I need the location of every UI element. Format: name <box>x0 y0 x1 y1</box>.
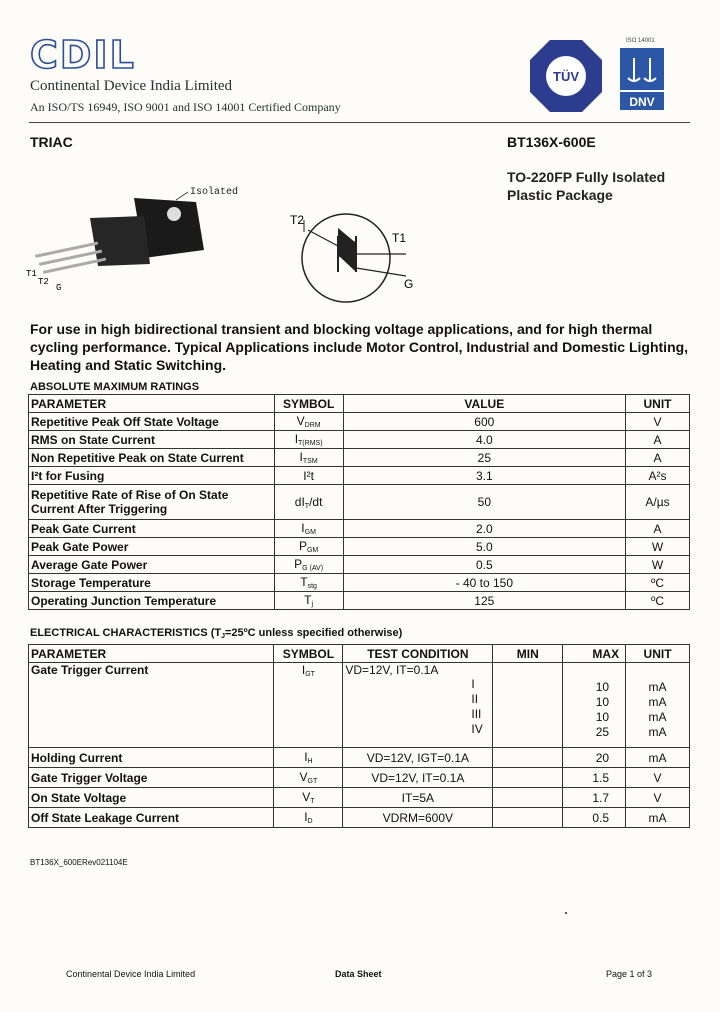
param-name: Average Gate Power <box>29 556 275 574</box>
value: 600 <box>343 413 625 431</box>
spacer <box>565 663 619 680</box>
min <box>493 768 563 788</box>
symbol <box>274 808 343 828</box>
test-condition: VD=12V, IT=0.1A <box>343 768 493 788</box>
symbol <box>274 538 343 556</box>
symbol-sub: GT <box>307 778 318 785</box>
document-code: BT136X_600ERev021104E <box>30 858 128 867</box>
header-divider <box>29 122 690 123</box>
param-name: Repetitive Peak Off State Voltage <box>29 413 275 431</box>
quadrant-label: II <box>471 692 479 706</box>
unit <box>626 663 690 748</box>
device-type: TRIAC <box>30 134 73 150</box>
param-name: On State Voltage <box>29 788 274 808</box>
symbol-sub: T(RMS) <box>298 440 323 447</box>
quadrant-label: III <box>471 707 482 721</box>
max: 0.5 <box>563 808 626 828</box>
col-symbol: SYMBOL <box>274 645 343 663</box>
unit: W <box>626 538 690 556</box>
max: 1.5 <box>563 768 626 788</box>
abs-max-row <box>29 538 690 556</box>
unit-value: mA <box>648 680 667 694</box>
param-name: Peak Gate Power <box>29 538 275 556</box>
param-name: Off State Leakage Current <box>29 808 274 828</box>
symbol-main: dI <box>294 494 305 509</box>
col-parameter: PARAMETER <box>29 395 275 413</box>
symbol-main: I <box>301 663 306 677</box>
symbol-main: T <box>304 593 312 607</box>
unit: mA <box>626 808 690 828</box>
symbol-sub: G (AV) <box>302 565 324 572</box>
unit: A <box>626 431 690 449</box>
unit: V <box>626 413 690 431</box>
symbol-main: I <box>304 750 308 764</box>
unit: A²s <box>626 467 690 485</box>
symbol-sub: D <box>307 818 313 825</box>
elec-row <box>29 788 690 808</box>
param-name: Operating Junction Temperature <box>29 592 275 610</box>
test-condition <box>343 663 493 748</box>
max-value: 25 <box>595 725 610 739</box>
condition-text: VD=12V, IT=0.1A <box>345 663 439 677</box>
abs-max-row <box>29 413 690 431</box>
value: - 40 to 150 <box>343 574 625 592</box>
value: 2.0 <box>343 520 625 538</box>
svg-text:T1: T1 <box>26 269 37 279</box>
symbol-sub: DRM <box>304 422 321 429</box>
abs-max-title: ABSOLUTE MAXIMUM RATINGS <box>30 381 200 393</box>
company-tagline: An ISO/TS 16949, ISO 9001 and ISO 14001 Certified Company <box>30 100 341 114</box>
svg-text:G: G <box>404 277 414 291</box>
symbol-sub: GM <box>304 529 316 536</box>
unit: W <box>626 556 690 574</box>
dnv-certification-mark <box>618 38 666 114</box>
unit-value: mA <box>648 710 667 724</box>
elec-title: ELECTRICAL CHARACTERISTICS ($T_J=25ºC$ unless specified otherwise) <box>30 627 403 640</box>
abs-max-header-row <box>29 395 690 413</box>
elec-row-gate-trigger <box>29 663 690 748</box>
part-number: BT136X-600E <box>507 134 596 150</box>
param-name: Holding Current <box>29 748 274 768</box>
symbol-main: I <box>304 810 308 824</box>
max-value: 10 <box>595 680 610 694</box>
symbol-sub: stg <box>307 583 317 590</box>
symbol-main: P <box>298 539 307 553</box>
symbol <box>274 663 343 748</box>
elec-table <box>28 644 690 828</box>
col-parameter: PARAMETER <box>29 645 274 663</box>
speck <box>565 912 567 914</box>
abs-max-row <box>29 556 690 574</box>
elec-header-row <box>29 645 690 663</box>
svg-text:TÜV: TÜV <box>553 69 579 84</box>
col-min: MIN <box>493 645 563 663</box>
svg-text:T2: T2 <box>38 277 49 287</box>
col-test-condition: TEST CONDITION <box>343 645 493 663</box>
value: 5.0 <box>343 538 625 556</box>
test-condition: VD=12V, IGT=0.1A <box>343 748 493 768</box>
symbol <box>274 449 343 467</box>
svg-text:G: G <box>56 283 62 293</box>
elec-row <box>29 768 690 788</box>
elec-row <box>29 748 690 768</box>
symbol-sub: GM <box>306 547 319 554</box>
symbol <box>274 485 343 520</box>
symbol <box>274 431 343 449</box>
unit: A <box>626 449 690 467</box>
unit-value: mA <box>648 695 667 709</box>
abs-max-row <box>29 520 690 538</box>
param-name: Non Repetitive Peak on State Current <box>29 449 275 467</box>
param-name: Gate Trigger Voltage <box>29 768 274 788</box>
spacer <box>628 663 687 680</box>
param-name: RMS on State Current <box>29 431 275 449</box>
param-name: I²t for Fusing <box>29 467 275 485</box>
svg-text:CDIL: CDIL <box>30 36 136 74</box>
symbol-main: T <box>300 575 308 589</box>
dnv-iso-label: ISO 14001 <box>626 38 655 44</box>
symbol-main: I <box>294 432 299 446</box>
col-value: VALUE <box>343 395 625 413</box>
value: 25 <box>343 449 625 467</box>
max <box>563 663 626 748</box>
unit: mA <box>626 748 690 768</box>
svg-text:Isolated: Isolated <box>190 187 239 198</box>
min <box>493 663 563 748</box>
unit: V <box>626 788 690 808</box>
symbol <box>274 768 343 788</box>
svg-text:T2: T2 <box>290 213 305 227</box>
footer-doc-type: Data Sheet <box>335 969 382 979</box>
symbol-main: P <box>294 557 303 571</box>
abs-max-table <box>28 394 690 610</box>
abs-max-row <box>29 592 690 610</box>
elec-row <box>29 808 690 828</box>
test-condition: IT=5A <box>343 788 493 808</box>
symbol-main: V <box>299 770 308 784</box>
min <box>493 788 563 808</box>
company-name: Continental Device India Limited <box>30 78 233 94</box>
footer-page: Page 1 of 3 <box>606 969 653 979</box>
unit: V <box>626 768 690 788</box>
col-unit: UNIT <box>626 645 690 663</box>
symbol-sub: H <box>307 758 313 765</box>
abs-max-row <box>29 467 690 485</box>
max: 20 <box>563 748 626 768</box>
col-unit: UNIT <box>626 395 690 413</box>
symbol <box>274 520 343 538</box>
symbol-sub: TSM <box>302 458 318 465</box>
symbol <box>274 413 343 431</box>
value: 125 <box>343 592 625 610</box>
col-symbol: SYMBOL <box>274 395 343 413</box>
svg-text:DNV: DNV <box>629 95 655 109</box>
param-name: Repetitive Rate of Rise of On State Current After Triggering <box>29 485 275 520</box>
param-name: Storage Temperature <box>29 574 275 592</box>
max: 1.7 <box>563 788 626 808</box>
cdil-logo <box>30 36 148 74</box>
symbol-sub: j <box>311 601 314 608</box>
symbol <box>274 748 343 768</box>
footer-company: Continental Device India Limited <box>66 969 196 979</box>
value: 4.0 <box>343 431 625 449</box>
package-description: TO-220FP Fully Isolated Plastic Package <box>507 169 666 203</box>
symbol <box>274 592 343 610</box>
symbol <box>274 574 343 592</box>
symbol-sub: T <box>310 798 315 805</box>
svg-text:T1: T1 <box>392 231 407 245</box>
value: 0.5 <box>343 556 625 574</box>
abs-max-row <box>29 485 690 520</box>
col-max: MAX <box>563 645 626 663</box>
symbol-tail: /dt <box>309 494 323 509</box>
max-value: 10 <box>595 710 610 724</box>
intro-paragraph: For use in high bidirectional transient and blocking voltage applications, and for high thermal cycling performance. Typical Applications include Motor Control, Industrial and Domestic Lighting, Heating and Static Switching. <box>30 321 689 373</box>
symbol-main: V <box>296 414 305 428</box>
value: 3.1 <box>343 467 625 485</box>
symbol-main: I <box>301 521 305 535</box>
min <box>493 808 563 828</box>
symbol <box>274 788 343 808</box>
param-name: Peak Gate Current <box>29 520 275 538</box>
max-value: 10 <box>595 695 610 709</box>
quadrant-label: IV <box>471 722 483 736</box>
abs-max-row <box>29 574 690 592</box>
symbol <box>274 467 343 485</box>
symbol-main: I²t <box>303 468 314 483</box>
symbol-main: I <box>299 450 303 464</box>
abs-max-row <box>29 431 690 449</box>
unit: ºC <box>626 574 690 592</box>
value: 50 <box>343 485 625 520</box>
symbol <box>274 556 343 574</box>
abs-max-row <box>29 449 690 467</box>
min <box>493 748 563 768</box>
tuv-certification-seal <box>528 38 604 114</box>
unit: A/µs <box>626 485 690 520</box>
unit: ºC <box>626 592 690 610</box>
unit: A <box>626 520 690 538</box>
unit-value: mA <box>648 725 667 739</box>
triac-symbol-diagram <box>288 210 418 306</box>
symbol-sub: T <box>304 502 310 510</box>
symbol-sub: GT <box>305 671 315 678</box>
to220fp-package-image <box>26 180 258 298</box>
test-condition: VDRM=600V <box>343 808 493 828</box>
symbol-main: V <box>302 790 311 804</box>
quadrant-label: I <box>471 677 475 691</box>
param-name: Gate Trigger Current <box>29 663 274 748</box>
